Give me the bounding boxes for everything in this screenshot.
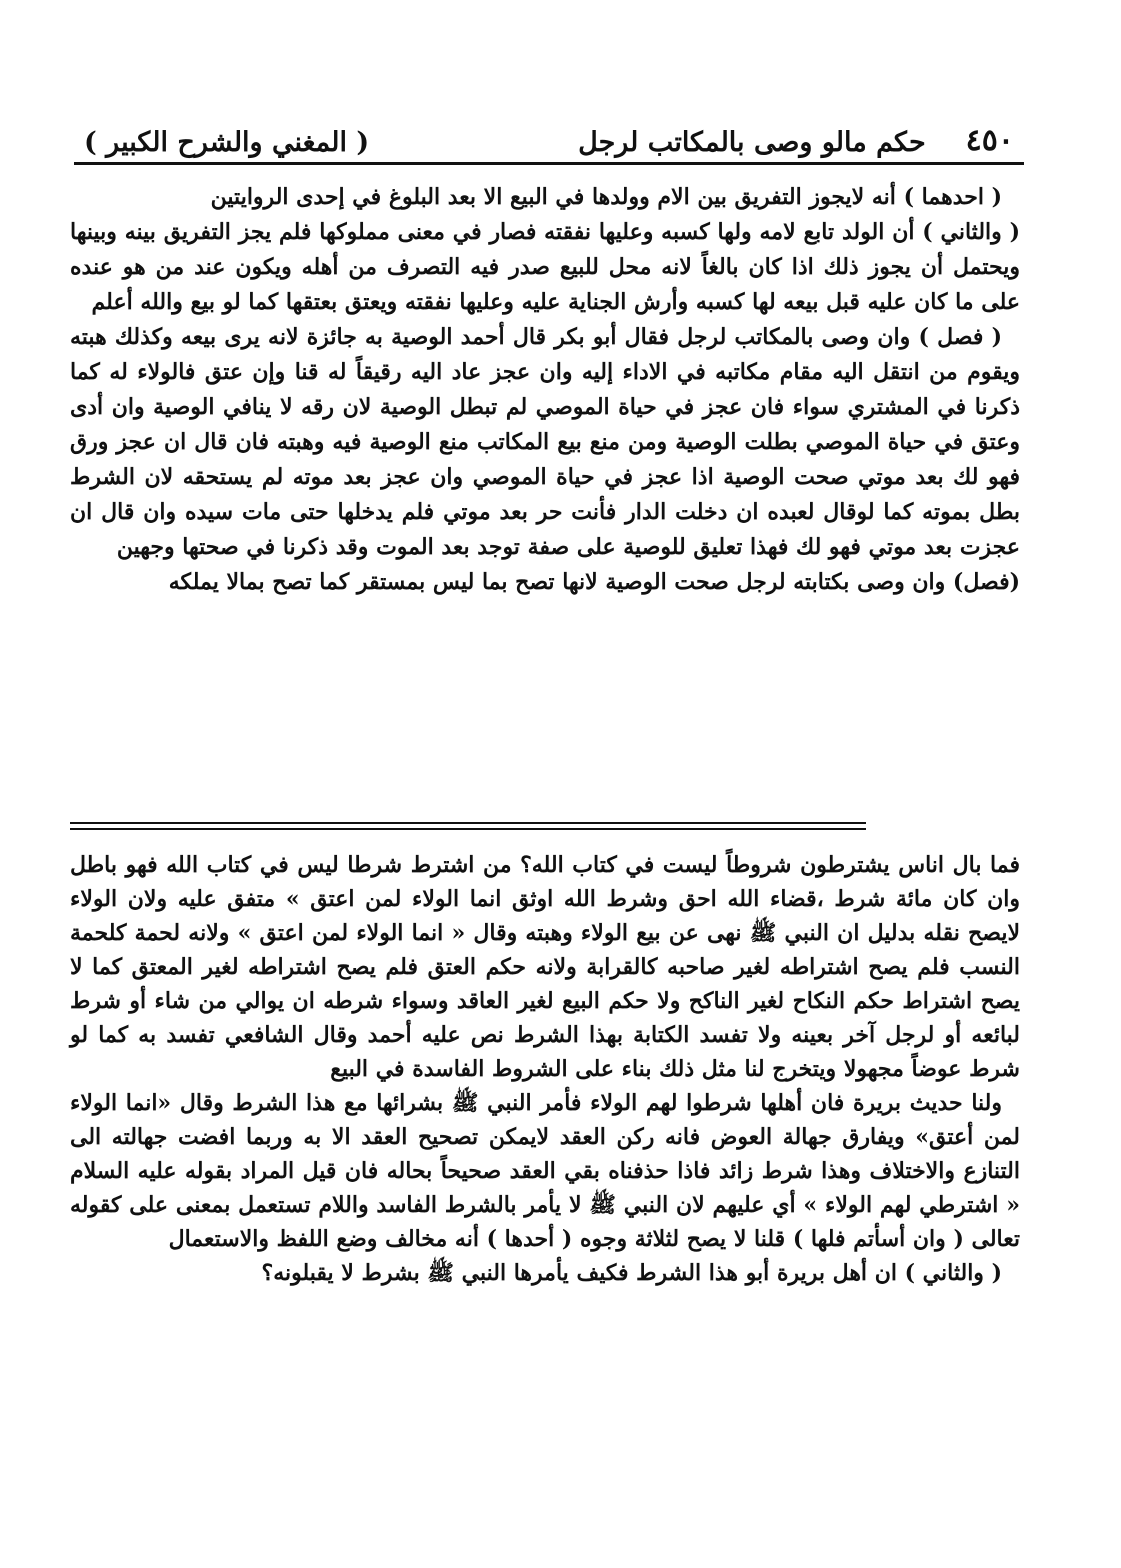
footnote-divider [70, 822, 866, 830]
paragraph: ( والثاني ) أن الولد تابع لامه ولها كسبه وعليها نفقته فصار في معنى مملوكها فلم يجز التفريق بينه وبينها ويحتمل أن يجوز ذلك اذا كان بالغاً لانه محل للبيع صدر فيه التصرف من أهله ويكون عند من هو عنده على ما كان عليه قبل بيعه لها كسبه وأرش الجناية عليه وعليها نفقته ويعتق بعتقها كما لو بيع والله أعلم [70, 219, 1020, 315]
page-header [78, 108, 1020, 158]
paragraph: ( احدهما ) أنه لايجوز التفريق بين الام وولدها في البيع الا بعد البلوغ في إحدى الروايتين [210, 184, 1002, 210]
paragraph: ( فصل ) وان وصى بالمكاتب لرجل فقال أبو بكر قال أحمد الوصية به جائزة لانه يرى بيعه وكذلك هبته ويقوم من انتقل اليه مقام مكاتبه في الاداء إليه وان عجز عاد اليه رقيقاً له قنا وإن عتق فالولاء له كما ذكرنا في المشتري سواء فان عجز في حياة الموصي لم تبطل الوصية لان رقه لا ينافي الوصية وان أدى وعتق في حياة الموصي بطلت الوصية ومن منع بيع المكاتب منع الوصية فيه وهبته فان قال ان عجز ورق فهو لك بعد موتي صحت الوصية اذا عجز في حياة الموصي وان عجز بعد موته لم يستحقه لان الشرط بطل بموته كما لوقال لعبده ان دخلت الدار فأنت حر بعد موتي فلم يدخلها حتى مات سيده وان قال ان عجزت بعد موتي فهو لك فهذا تعليق للوصية على صفة توجد بعد الموت وقد ذكرنا في صحتها وجهين [70, 324, 1020, 560]
paragraph: (فصل) وان وصى بكتابته لرجل صحت الوصية لانها تصح بما ليس بمستقر كما تصح بمالا يملكه [168, 569, 1020, 595]
book-title: ( المغني والشرح الكبير ) [84, 127, 370, 158]
page-number: ٤٥٠ [965, 123, 1014, 158]
lower-text [70, 848, 1020, 1290]
paragraph: ولنا حديث بريرة فان أهلها شرطوا لهم الولاء فأمر النبي ﷺ بشرائها مع هذا الشرط وقال «انما الولاء لمن أعتق» ويفارق جهالة العوض فانه ركن العقد لايمكن تصحيح العقد الا به وربما افضت جهالته الى التنازع والاختلاف وهذا شرط زائد فاذا حذفناه بقي العقد صحيحاً بحاله فان قيل المراد بقوله عليه السلام « اشترطي لهم الولاء » أي عليهم لان النبي ﷺ لا يأمر بالشرط الفاسد واللام تستعمل بمعنى على كقوله تعالى ( وان أسأتم فلها ) قلنا لا يصح لثلاثة وجوه ( أحدها ) أنه مخالف وضع اللفظ والاستعمال [70, 1090, 1020, 1252]
page-title: حكم مالو وصى بالمكاتب لرجل [578, 127, 926, 158]
main-text [70, 180, 1020, 600]
paragraph: فما بال اناس يشترطون شروطاً ليست في كتاب الله؟ من اشترط شرطا ليس في كتاب الله فهو باطل وان كان مائة شرط ،قضاء الله احق وشرط الله اوثق انما الولاء لمن اعتق » متفق عليه ولان الولاء لايصح نقله بدليل ان النبي ﷺ نهى عن بيع الولاء وهبته وقال « انما الولاء لمن اعتق » ولانه لحمة كلحمة النسب فلم يصح اشتراطه لغير صاحبه كالقرابة ولانه حكم العتق فلم يصح اشتراطه لغير المعتق كما لا يصح اشتراط حكم النكاح لغير الناكح ولا حكم البيع لغير العاقد وسواء شرطه ان يوالي من شاء أو شرط لبائعه أو لرجل آخر بعينه ولا تفسد الكتابة بهذا الشرط نص عليه أحمد وقال الشافعي تفسد به كما لو شرط عوضاً مجهولا ويتخرج لنا مثل ذلك بناء على الشروط الفاسدة في البيع [70, 852, 1020, 1082]
paragraph: ( والثاني ) ان أهل بريرة أبو هذا الشرط فكيف يأمرها النبي ﷺ بشرط لا يقبلونه؟ [261, 1260, 1002, 1286]
header-rule [74, 162, 1024, 165]
